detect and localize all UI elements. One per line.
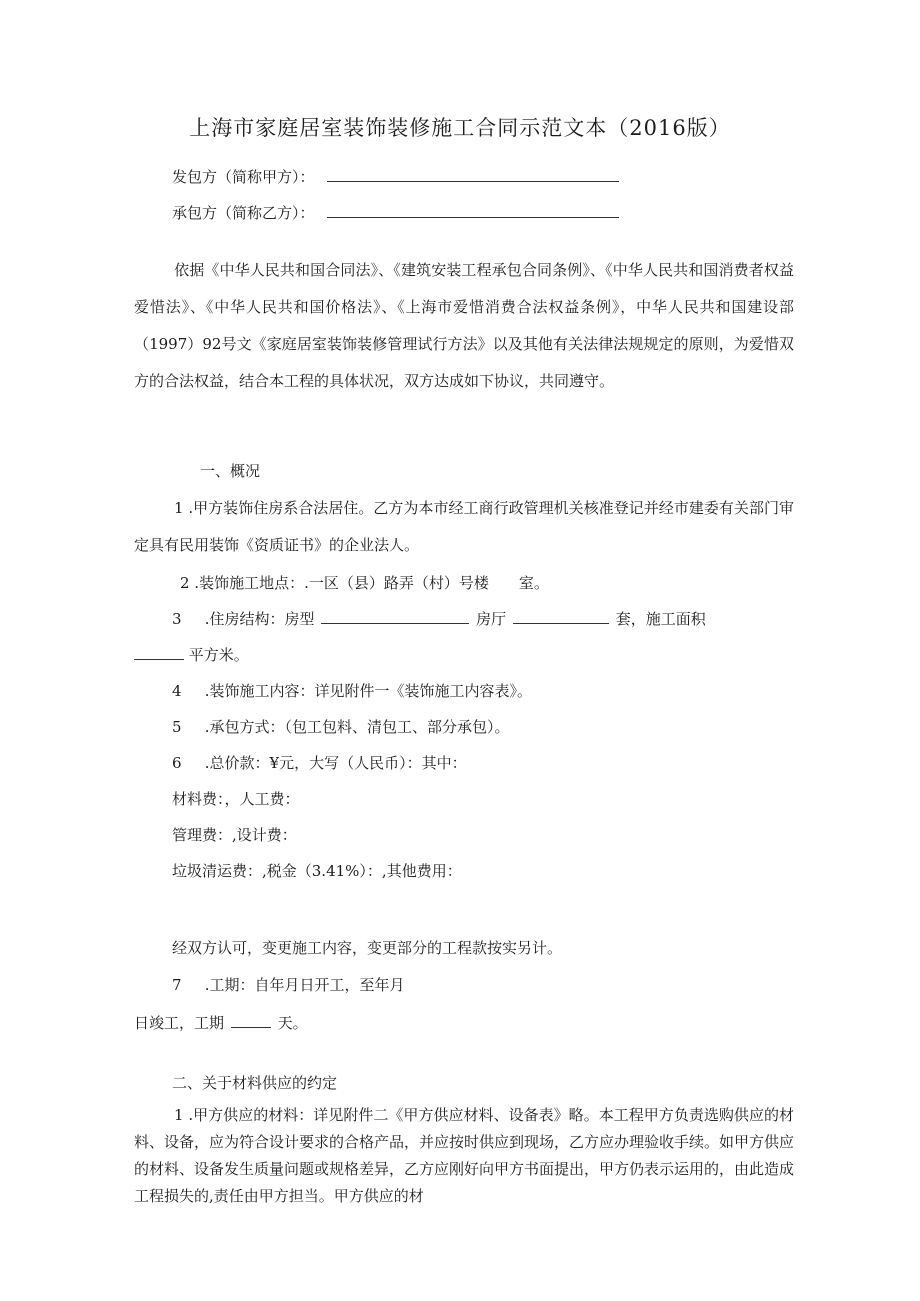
party-a-blank[interactable] <box>327 167 619 182</box>
hall-blank[interactable] <box>513 609 609 624</box>
section1-item7-cont <box>134 1012 308 1033</box>
party-b-blank[interactable] <box>327 203 619 218</box>
item5-number: 5 <box>172 718 182 736</box>
fee-line-3: 垃圾清运费：,税金（3.41%）：,其他费用： <box>172 862 462 880</box>
item3-text-c: 套，施工面积 <box>615 610 706 628</box>
party-b-row <box>172 202 619 223</box>
item7-text-b: 日竣工，工期 <box>134 1014 225 1032</box>
party-b-label: 承包方（简称乙方）： <box>172 204 315 222</box>
fee-line-2: 管理费：,设计费： <box>172 826 297 844</box>
section1-item1 <box>134 490 794 564</box>
item3-text-d: 平方米。 <box>188 646 249 664</box>
room-type-blank[interactable] <box>321 609 469 624</box>
item6-text: .总价款：¥元，大写（人民币）：其中： <box>204 754 467 772</box>
contract-title: 上海市家庭居室装饰装修施工合同示范文本（2016版） <box>189 116 731 140</box>
section1-item2: 2 .装饰施工地点：.一区（县）路弄（村）号楼 室。 <box>180 574 549 592</box>
item3-text-a: .住房结构：房型 <box>204 610 315 628</box>
item3-number: 3 <box>172 610 182 628</box>
section1-item1-text: 1 .甲方装饰住房系合法居住。乙方为本市经工商行政管理机关核准登记并经市建委有关部门审定具有民用装饰《资质证书》的企业法人。 <box>134 499 794 554</box>
change-note: 经双方认可，变更施工内容，变更部分的工程款按实另计。 <box>172 939 563 957</box>
section1-item5 <box>172 716 510 737</box>
item4-text: .装饰施工内容：详见附件一《装饰施工内容表》。 <box>204 682 533 700</box>
section1-item4 <box>172 680 532 701</box>
section1-item7 <box>172 974 405 995</box>
fee-line-1: 材料费：，人工费： <box>172 790 300 808</box>
item3-text-b: 房厅 <box>476 610 507 628</box>
item7-number: 7 <box>172 976 182 994</box>
item4-number: 4 <box>172 682 182 700</box>
item6-number: 6 <box>172 754 182 772</box>
preamble-paragraph <box>134 252 794 400</box>
area-blank[interactable] <box>134 645 184 660</box>
party-a-label: 发包方（简称甲方）： <box>172 168 315 186</box>
item7-text: .工期：自年月日开工，至年月 <box>204 976 405 994</box>
section1-item6 <box>172 752 467 773</box>
section1-item3-cont <box>134 644 249 665</box>
duration-blank[interactable] <box>231 1013 271 1028</box>
party-a-row <box>172 166 619 187</box>
item5-text: .承包方式：（包工包料、清包工、部分承包）。 <box>204 718 510 736</box>
item7-text-c: 天。 <box>277 1014 308 1032</box>
section1-heading: 一、概况 <box>200 462 261 480</box>
section2-item1 <box>134 1102 794 1210</box>
preamble-text: 依据《中华人民共和国合同法》、《建筑安装工程承包合同条例》、《中华人民共和国消费者权益爱惜法》、《中华人民共和国价格法》、《上海市爱惜消费合法权益条例》，中华人民共和国建设部（1997）92号文《家庭居室装饰装修管理试行方法》以及其他有关法律法规规定的原则，为爱惜双方的合法权益，结合本工程的具体状况，双方达成如下协议，共同遵守。 <box>134 261 794 390</box>
section1-item3 <box>172 608 706 629</box>
section2-heading: 二、关于材料供应的约定 <box>172 1074 338 1092</box>
section2-item1-text: 1 .甲方供应的材料：详见附件二《甲方供应材料、设备表》略。本工程甲方负责选购供应的材料、设备，应为符合设计要求的合格产品，并应按时供应到现场，乙方应办理验收手续。如甲方供应的材料、设备发生质量问题或规格差异，乙方应刚好向甲方书面提出，甲方仍表示运用的，由此造成工程损失的,责任由甲方担当。甲方供应的材 <box>134 1106 795 1205</box>
